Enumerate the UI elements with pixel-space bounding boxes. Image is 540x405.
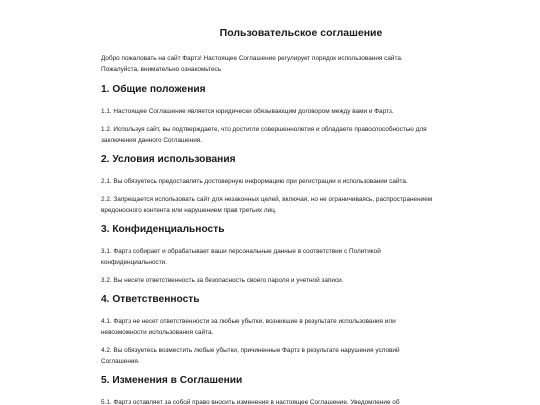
section-general	[101, 84, 500, 146]
section-heading: 4. Ответственность	[101, 294, 200, 305]
section-privacy	[101, 224, 500, 286]
section-heading: 2. Условия использования	[101, 154, 236, 165]
section-heading: 5. Изменения в Соглашении	[101, 375, 243, 386]
section-paragraph: 5.1. Фартз оставляет за собой право вносить изменения в настоящее Соглашение. Уведомление об	[101, 399, 400, 405]
section-paragraph: 2.1. Вы обязуетесь предоставлять достоверную информацию при регистрации и использовании сайта.	[101, 178, 408, 185]
section-paragraph: 1.1. Настоящее Соглашение является юридически обязывающим договором между вами и Фартз.	[101, 108, 394, 115]
section-paragraph: 1.2. Используя сайт, вы подтверждаете, что достигли совершеннолетия и обладаете правоспособностью для заключения данного Соглашения.	[101, 126, 427, 144]
section-terms-of-use	[101, 154, 500, 216]
section-paragraph: 2.2. Запрещается использовать сайт для незаконных целей, включая, но не ограничиваясь, распространением вредоносного контента или нарушением прав третьих лиц.	[101, 196, 433, 214]
section-heading: 3. Конфиденциальность	[101, 224, 225, 235]
section-liability	[101, 294, 500, 367]
section-paragraph: 3.2. Вы несете ответственность за безопасность своего пароля и учетной записи.	[101, 277, 344, 284]
section-paragraph: 3.1. Фартз собирает и обрабатывает ваши персональные данные в соответствии с Политикой конфиденциальности.	[101, 248, 381, 266]
document-title: Пользовательское соглашение	[219, 27, 383, 39]
section-changes	[101, 375, 500, 405]
section-heading: 1. Общие положения	[101, 84, 206, 95]
intro-paragraph: Добро пожаловать на сайт Фартз! Настоящее Соглашение регулирует порядок использования сайта. Пожалуйста, внимательно ознакомьтесь	[101, 55, 403, 73]
section-paragraph: 4.1. Фартз не несет ответственности за любые убытки, возникшие в результате использования или невозможности использования сайта.	[101, 318, 396, 336]
section-paragraph: 4.2. Вы обязуетесь возместить любые убытки, причиненные Фартз в результате нарушения условий Соглашения.	[101, 347, 400, 365]
